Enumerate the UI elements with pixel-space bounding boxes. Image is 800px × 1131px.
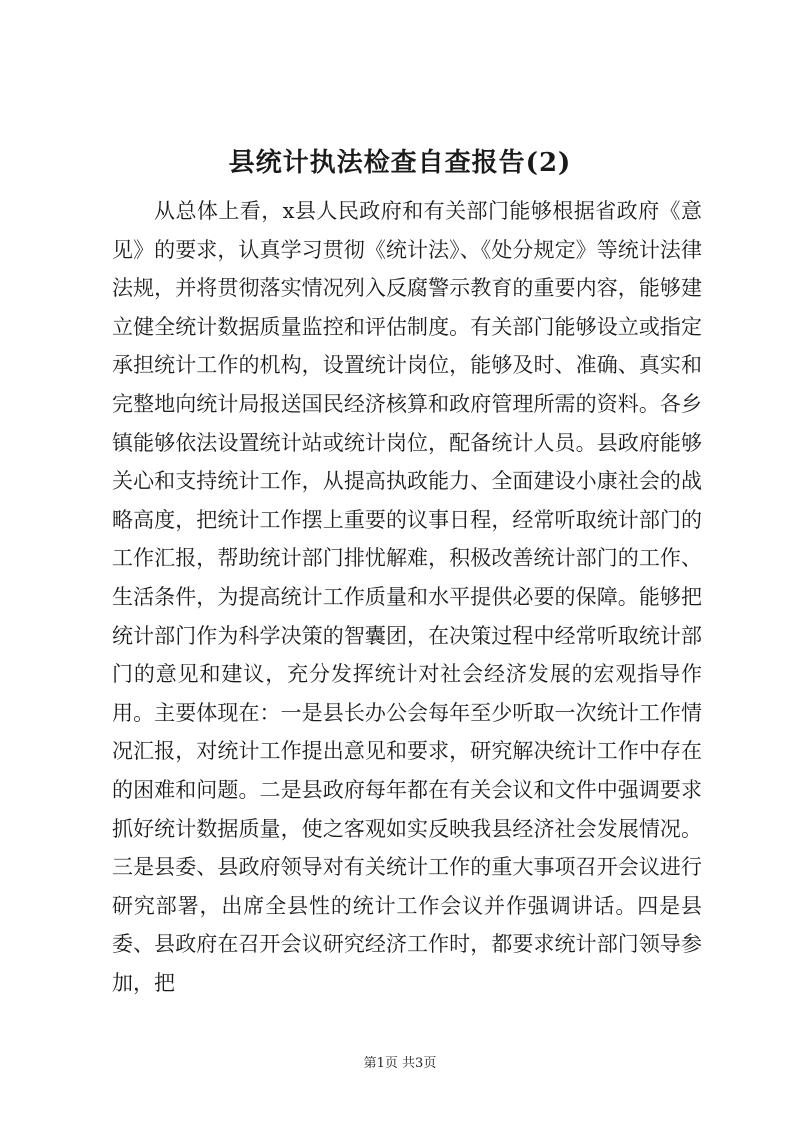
page-number: 第1页 共3页 (363, 1056, 437, 1071)
document-title: 县统计执法检查自查报告(2) (228, 148, 572, 178)
body-paragraph: 从总体上看，x县人民政府和有关部门能够根据省政府《意见》的要求，认真学习贯彻《统计法》、《处分规定》等统计法律法规，并将贯彻落实情况列入反腐警示教育的重要内容，能够建立健全统计数据质量监控和评估制度。有关部门能够设立或指定承担统计工作的机构，设置统计岗位，能够及时、准确、真实和完整地向统计局报送国民经济核算和政府管理所需的资料。各乡镇能够依法设置统计站或统计岗位，配备统计人员。县政府能够关心和支持统计工作，从提高执政能力、全面建设小康社会的战略高度，把统计工作摆上重要的议事日程，经常听取统计部门的工作汇报，帮助统计部门排忧解难，积极改善统计部门的工作、生活条件，为提高统计工作质量和水平提供必要的保障。能够把统计部门作为科学决策的智囊团，在决策过程中经常听取统计部门的意见和建议，充分发挥统计对社会经济发展的宏观指导作用。主要体现在：一是县长办公会每年至少听取一次统计工作情况汇报，对统计工作提出意见和要求，研究解决统计工作中存在的困难和问题。二是县政府每年都在有关会议和文件中强调要求抓好统计数据质量，使之客观如实反映我县经济社会发展情况。三是县委、县政府领导对有关统计工作的重大事项召开会议进行研究部署，出席全县性的统计工作会议并作强调讲话。四是县委、县政府在召开会议研究经济工作时，都要求统计部门领导参加，把 (112, 199, 702, 995)
